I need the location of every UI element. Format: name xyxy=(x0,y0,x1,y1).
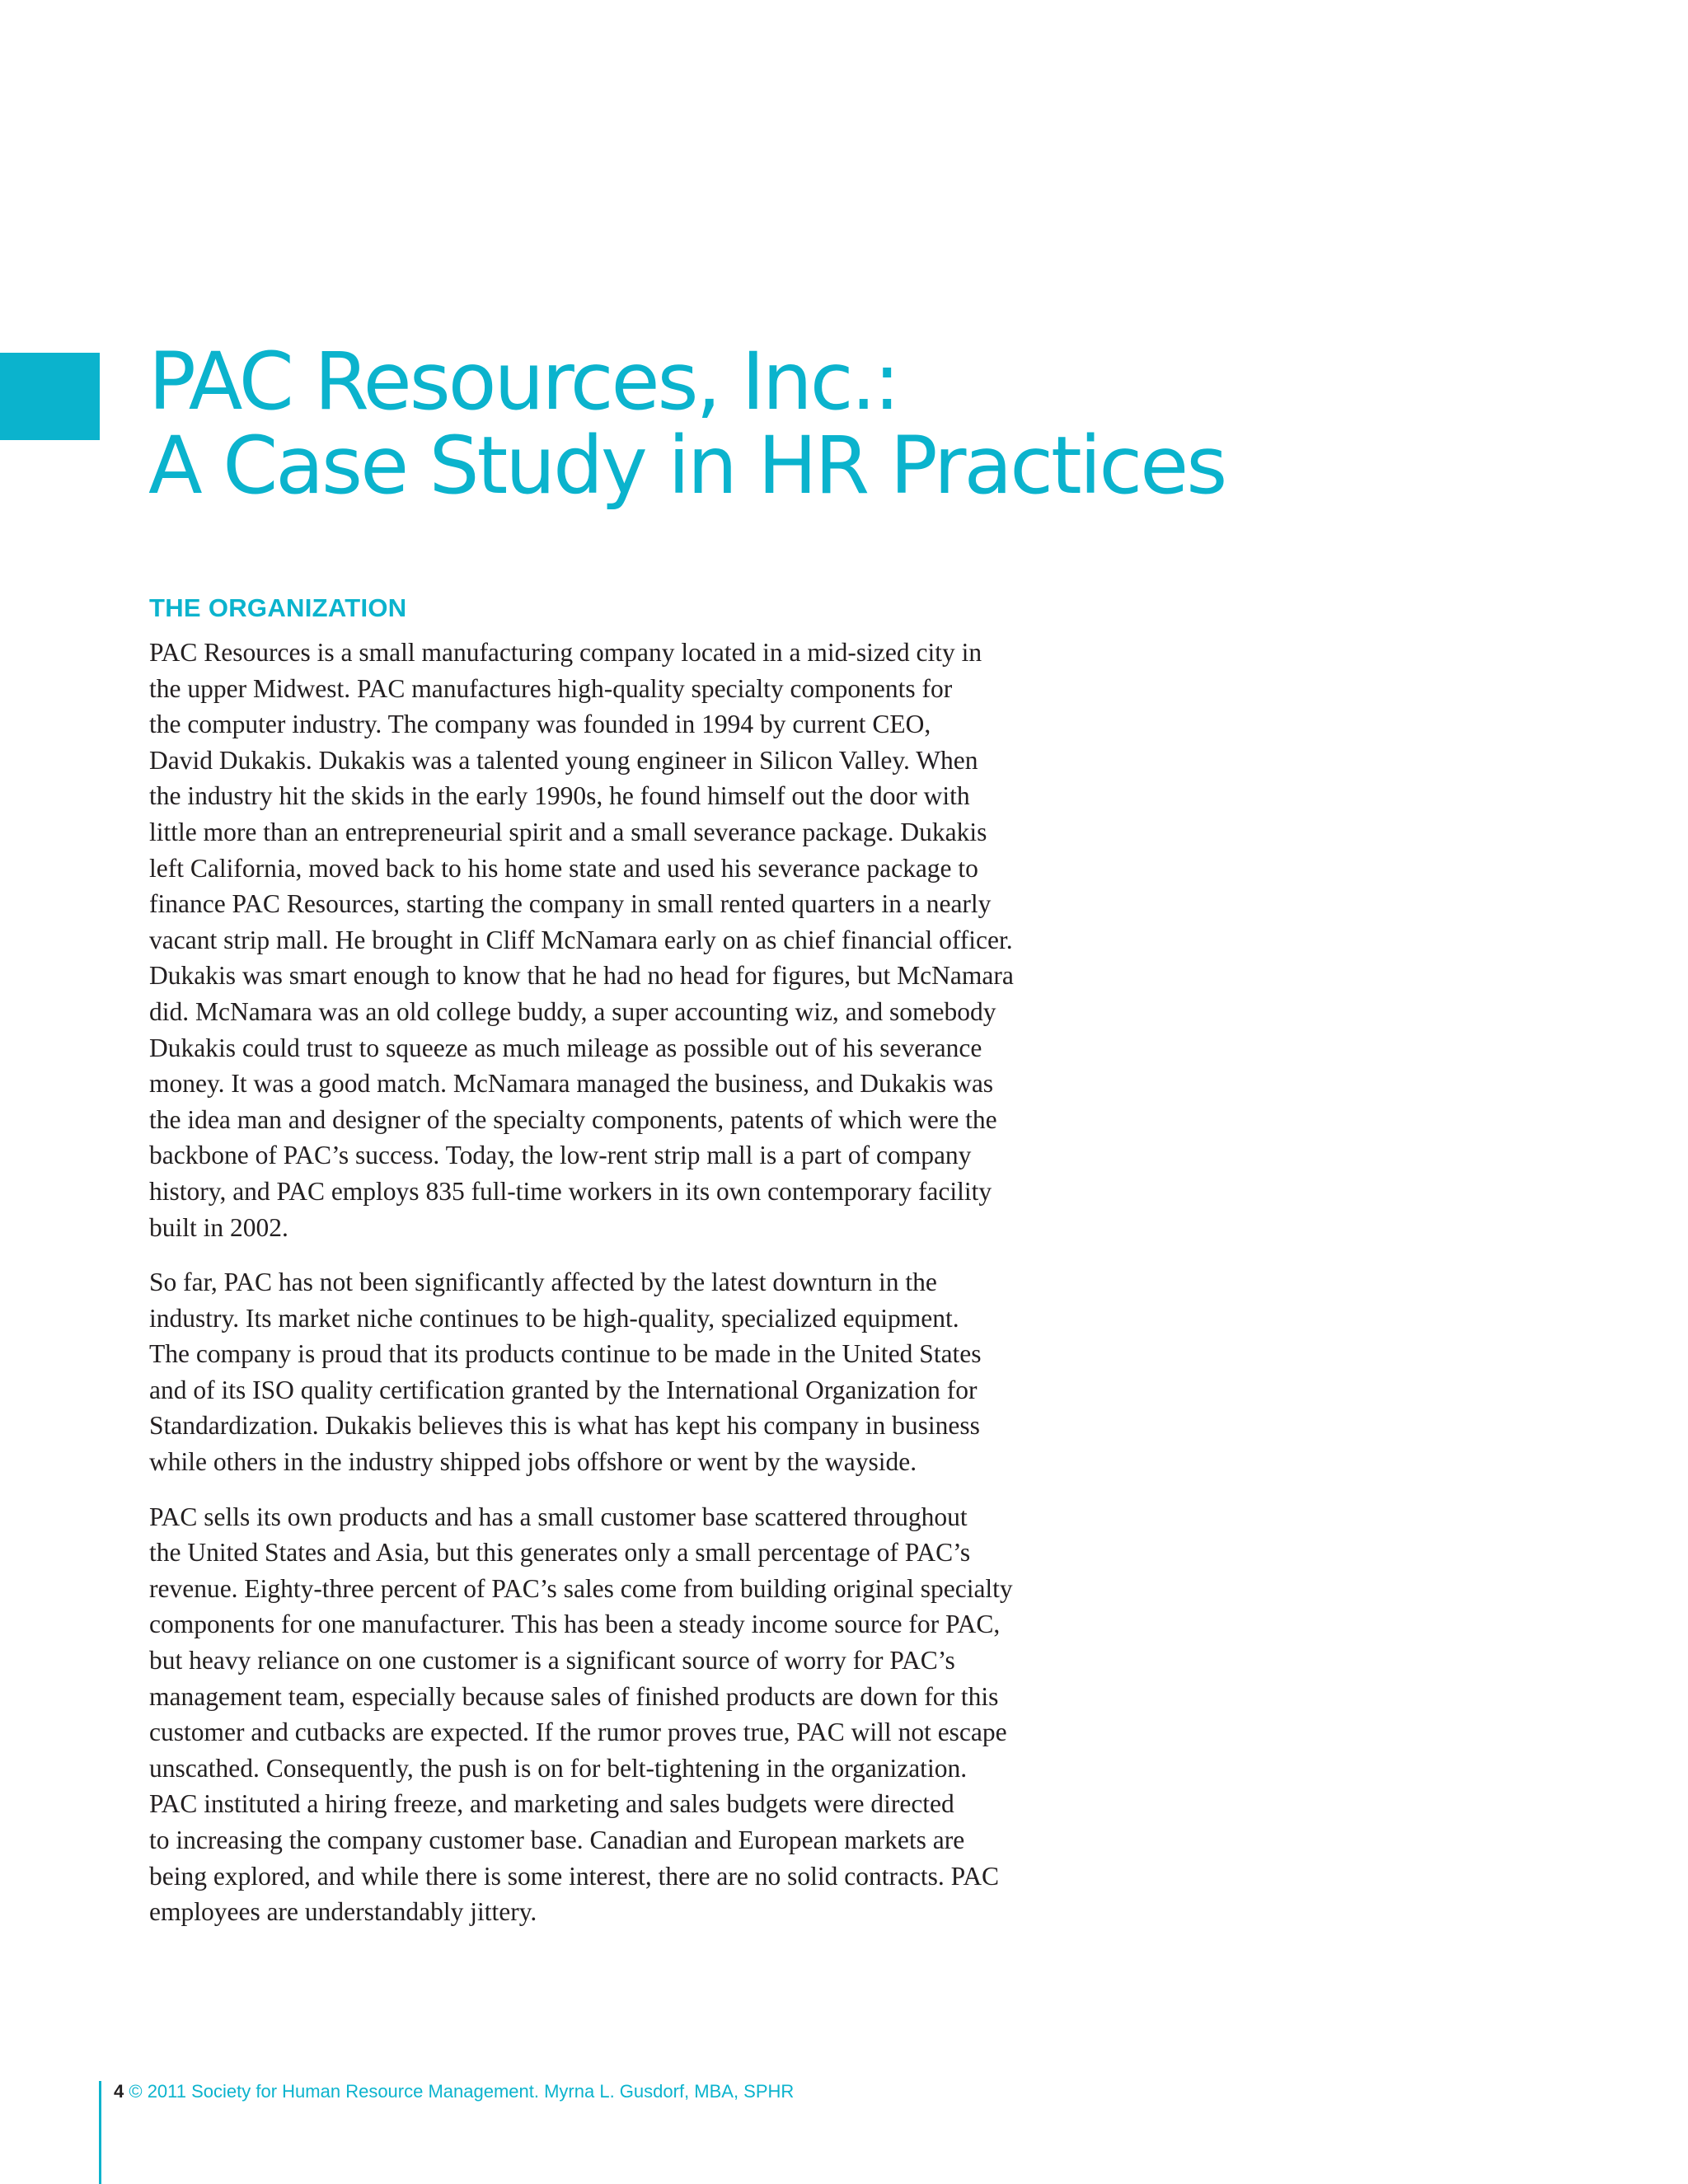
body-paragraph xyxy=(149,635,1105,1245)
text-line: little more than an entrepreneurial spirit and a small severance package. Dukakis xyxy=(149,817,987,846)
text-line: components for one manufacturer. This has been a steady income source for PAC, xyxy=(149,1610,1001,1639)
text-line: left California, moved back to his home state and used his severance package to xyxy=(149,853,978,883)
text-line: the industry hit the skids in the early 1990s, he found himself out the door with xyxy=(149,781,970,811)
text-line: finance PAC Resources, starting the company in small rented quarters in a nearly xyxy=(149,889,992,919)
text-line: customer and cutbacks are expected. If the rumor proves true, PAC will not escape xyxy=(149,1718,1007,1747)
text-line: PAC Resources is a small manufacturing company located in a mid-sized city in xyxy=(149,638,982,667)
text-line: the idea man and designer of the specialty components, patents of which were the xyxy=(149,1104,997,1134)
page-footer xyxy=(114,2079,794,2104)
text-line: David Dukakis. Dukakis was a talented young engineer in Silicon Valley. When xyxy=(149,745,978,775)
text-line: unscathed. Consequently, the push is on for belt-tightening in the organization. xyxy=(149,1753,968,1783)
copyright-notice: © 2011 Society for Human Resource Management. Myrna L. Gusdorf, MBA, SPHR xyxy=(129,2081,795,2102)
footer-rule xyxy=(99,2081,101,2184)
text-line: Dukakis was smart enough to know that he had no head for figures, but McNamara xyxy=(149,961,1014,991)
text-line: vacant strip mall. He brought in Cliff McNamara early on as chief financial officer. xyxy=(149,925,1013,954)
text-line: while others in the industry shipped jobs offshore or went by the wayside. xyxy=(149,1447,917,1477)
title-line-1: PAC Resources, Inc.: xyxy=(148,335,898,428)
text-line: the upper Midwest. PAC manufactures high-quality specialty components for xyxy=(149,673,953,703)
text-line: So far, PAC has not been significantly affected by the latest downturn in the xyxy=(149,1268,937,1297)
text-line: The company is proud that its products continue to be made in the United States xyxy=(149,1339,982,1369)
text-line: industry. Its market niche continues to be high-quality, specialized equipment. xyxy=(149,1303,959,1333)
text-line: PAC instituted a hiring freeze, and marketing and sales budgets were directed xyxy=(149,1789,954,1819)
text-line: history, and PAC employs 835 full-time workers in its own contemporary facility xyxy=(149,1176,992,1206)
text-line: to increasing the company customer base. Canadian and European markets are xyxy=(149,1825,965,1854)
text-line: employees are understandably jittery. xyxy=(149,1897,537,1927)
accent-block xyxy=(0,353,100,440)
body-paragraph xyxy=(149,1499,1105,1930)
text-line: management team, especially because sales of finished products are down for this xyxy=(149,1681,999,1711)
text-line: revenue. Eighty-three percent of PAC’s sales come from building original specialty xyxy=(149,1573,1013,1603)
text-line: but heavy reliance on one customer is a significant source of worry for PAC’s xyxy=(149,1646,955,1675)
body-text xyxy=(149,635,1105,1949)
text-line: money. It was a good match. McNamara managed the business, and Dukakis was xyxy=(149,1069,994,1099)
text-line: being explored, and while there is some interest, there are no solid contracts. PAC xyxy=(149,1861,1000,1891)
body-paragraph xyxy=(149,1264,1105,1480)
page-title xyxy=(148,335,1226,512)
text-line: built in 2002. xyxy=(149,1212,288,1242)
text-line: Standardization. Dukakis believes this is what has kept his company in business xyxy=(149,1411,980,1441)
text-line: the computer industry. The company was founded in 1994 by current CEO, xyxy=(149,710,931,739)
title-line-2: A Case Study in HR Practices xyxy=(148,419,1226,512)
text-line: the United States and Asia, but this generates only a small percentage of PAC’s xyxy=(149,1538,971,1568)
text-line: and of its ISO quality certification granted by the International Organization for xyxy=(149,1375,978,1404)
text-line: PAC sells its own products and has a small customer base scattered throughout xyxy=(149,1502,968,1531)
section-heading: THE ORGANIZATION xyxy=(149,593,407,622)
text-line: backbone of PAC’s success. Today, the low-rent strip mall is a part of company xyxy=(149,1141,972,1170)
text-line: did. McNamara was an old college buddy, a super accounting wiz, and somebody xyxy=(149,996,996,1026)
page-number: 4 xyxy=(114,2081,124,2102)
text-line: Dukakis could trust to squeeze as much mileage as possible out of his severance xyxy=(149,1033,982,1062)
